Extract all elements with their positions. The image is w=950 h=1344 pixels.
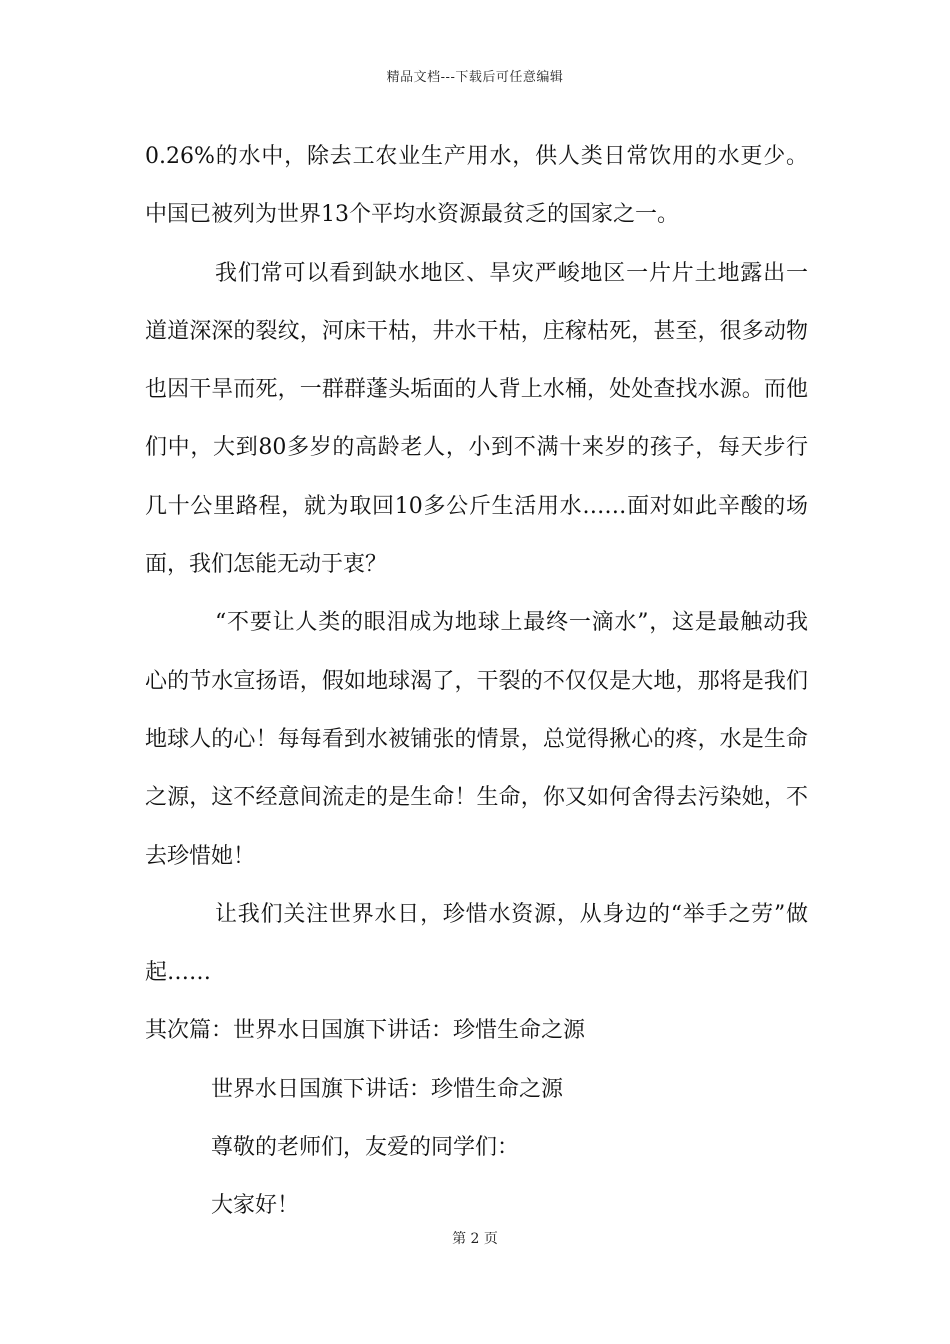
paragraph-drought-scenes: 我们常可以看到缺水地区、旱灾严峻地区一片片土地露出一道道深深的裂纹，河床干枯，井水干枯，庄稼枯死，甚至，很多动物也因干旱而死，一群群蓬头垢面的人背上水桶，处处查找水源。而他们中，大到80多岁的高龄老人，小到不满十来岁的孩子，每天步行几十公里路程，就为取回10多公斤生活用水……面对如此辛酸的场面，我们怎能无动于衷？ — [145, 260, 808, 578]
paragraph-water-share: 0.26%的水中，除去工农业生产用水，供人类日常饮用的水更少。中国已被列为世界13个平均水资源最贫乏的国家之一。 — [145, 144, 808, 228]
speech-title: 世界水日国旗下讲话：珍惜生命之源 — [211, 1076, 564, 1102]
document-body — [145, 128, 808, 1236]
page-header: 精品文档---下载后可任意编辑 — [386, 70, 564, 85]
speech-greeting: 大家好！ — [211, 1193, 300, 1219]
paragraph-slogan: “不要让人类的眼泪成为地球上最终一滴水”，这是最触动我心的节水宣扬语，假如地球渴了，干裂的不仅仅是大地，那将是我们地球人的心！每每看到水被铺张的情景，总觉得揪心的疼，水是生命之源，这不经意间流走的是生命！生命，你又如何舍得去污染她，不去珍惜她！ — [145, 610, 808, 869]
speech-salutation: 尊敬的老师们，友爱的同学们： — [211, 1135, 520, 1161]
section-title: 其次篇：世界水日国旗下讲话：珍惜生命之源 — [145, 1018, 586, 1044]
page-number: 第 2 页 — [452, 1231, 498, 1247]
paragraph-call-to-action: 让我们关注世界水日，珍惜水资源，从身边的“举手之劳”做起…… — [145, 901, 808, 986]
